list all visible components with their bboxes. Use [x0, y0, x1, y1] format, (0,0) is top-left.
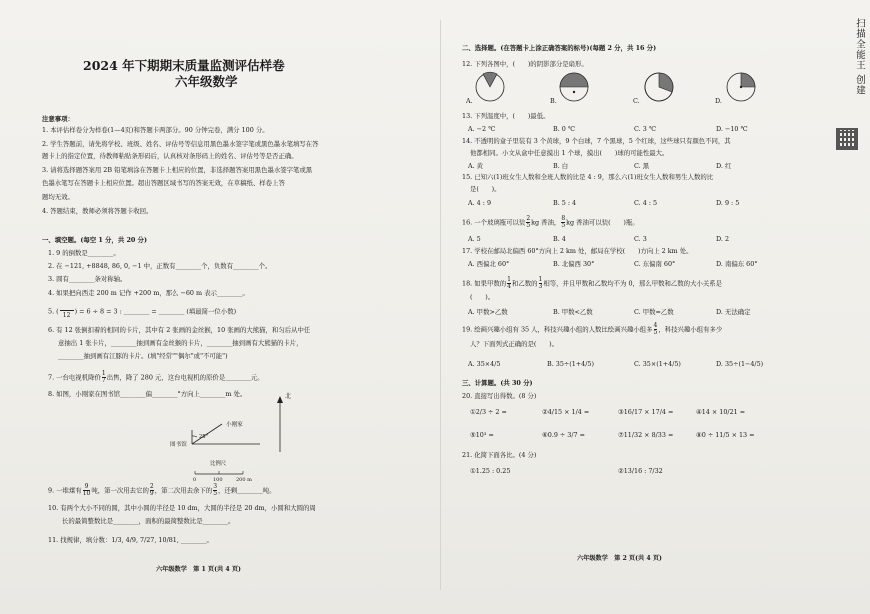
q16-text: kg 香油可以装( )瓶。 [566, 218, 639, 227]
option-label: B. 北偏西 30° [553, 260, 595, 268]
question-18-line-2: ( )。 [470, 293, 495, 301]
option-label: A. 西偏北 60° [468, 260, 510, 268]
question-11 [48, 536, 213, 544]
q18-a-num: 1 [507, 276, 511, 283]
q9-a-num: 9 [84, 483, 89, 490]
ratio-item: ①1.25 : 0.25 [470, 467, 511, 475]
q16-b-num: 8 [561, 215, 566, 222]
calc-item: ⑧0 ÷ 11/5 × 13 = [696, 431, 755, 439]
q7-denominator: 7 [101, 377, 106, 384]
q18-text: 18. 如果甲数的 [462, 279, 507, 288]
option-label: B. 0 ℃ [553, 125, 576, 133]
q19-text: 19. 绘画兴趣小组有 35 人，科技兴趣小组的人数比绘画兴趣小组多 [462, 325, 653, 334]
calc-item: ①2/3 ÷ 2 = [470, 408, 507, 416]
home-label: 小刚家 [226, 422, 243, 428]
q18-text: 和乙数的 [511, 279, 538, 288]
option-label: B. 35÷(1+4/5) [547, 360, 594, 368]
q19-text: ，科技兴趣小组有多少 [658, 325, 723, 334]
q11-sequence: 1/3, 4/9, 7/27, 10/81, ________。 [111, 536, 213, 544]
page-1-footer: 六年级数学 第 1 页(共 4 页) [156, 566, 241, 573]
question-17: 17. 学校在邮局北偏西 60°方向上 2 km 处，邮局在学校( )方向上 2 km 处。 [462, 247, 693, 255]
option-b-circle [560, 73, 588, 101]
notice-line: 题卡上的指定位置，待教师粘贴条形码后，认真核对条形码上的姓名、评估号等是否正确。 [42, 152, 298, 160]
notice-line: 题均无效。 [42, 193, 74, 201]
option-label: D. 南偏东 60° [716, 260, 758, 268]
q9-b-den: 9 [149, 490, 154, 497]
q16-fraction-b [561, 216, 565, 229]
notice-line: 4. 答题结束，教师必须将答题卡收回。 [42, 207, 153, 215]
q18-b-num: 1 [538, 276, 543, 283]
scale-title: 比例尺 [210, 461, 227, 467]
question-18-line-1 [462, 277, 722, 290]
question-16 [462, 216, 639, 229]
question-6-line-1: 6. 有 12 张倒扣着的相同的卡片，其中有 2 张画的金丝猴，10 张画的大熊猫，和匀后从中任 [48, 326, 311, 334]
q16-b-den: 5 [561, 222, 566, 229]
qr-code-icon [836, 128, 858, 150]
section-1-heading: 一、填空题。(每空 1 分，共 20 分) [42, 236, 147, 244]
north-arrow-head [277, 396, 283, 403]
question-19-line-2: 人？下面列式正确的是( )。 [470, 340, 559, 348]
question-13: 13. 下列温度中，( )最低。 [462, 112, 550, 120]
sector-options-figure [440, 0, 830, 60]
q16-text: 16. 一个玻璃瓶可以装 [462, 218, 526, 227]
option-label: A. 甲数>乙数 [468, 308, 508, 316]
question-7 [48, 371, 264, 384]
option-label: D. 红 [716, 162, 732, 170]
q19-fraction [654, 323, 658, 336]
q9-text: ，第二次用去余下的 [154, 486, 213, 495]
option-c-circle [645, 73, 673, 101]
q9-fraction-c [213, 484, 217, 497]
question-14-line-1: 14. 不透明的盒子里装有 3 个黄球，9 个白球，7 个黑球，5 个红球，这些球只有颜色不同，其 [462, 137, 731, 145]
q11-text: 11. 找规律，填分数： [48, 536, 112, 544]
option-label: C. 黑 [634, 162, 650, 170]
option-label: B. 甲数<乙数 [553, 308, 593, 316]
exam-title: 2024 年下期期末质量监测评估样卷 [83, 58, 285, 73]
option-label: B. 4 [553, 235, 566, 243]
notice-line: 色墨水笔写在答题卡上相应位置。超出答题区域书写的答案无效，在草稿纸、样卷上答 [42, 179, 285, 187]
q9-fraction-b [150, 484, 154, 497]
option-label: D. −10 ℃ [716, 125, 748, 133]
q9-text: 9. 一堆煤有 [48, 486, 82, 495]
option-label: D. [715, 97, 722, 105]
question-10-line-1: 10. 有两个大小不同的圆，其中小圆的半径是 10 dm，大圆的半径是 20 dm，小圆和大圆的周 [48, 504, 316, 512]
question-20: 20. 直接写出得数。(8 分) [462, 392, 537, 400]
option-a-circle [476, 72, 504, 101]
q7-numerator: 1 [101, 370, 106, 377]
option-label: D. 2 [716, 235, 730, 243]
q9-c-den: 5 [213, 490, 218, 497]
question-21: 21. 化简下面各比。(4 分) [462, 451, 537, 459]
q18-text: 相等，并且甲数和乙数均不为 0，那么甲数和乙数的大小关系是 [543, 279, 723, 288]
q16-fraction-a [526, 216, 530, 229]
option-label: D. 无法确定 [716, 308, 751, 316]
option-label: B. [550, 97, 557, 105]
section-3-heading: 三、计算题。(共 30 分) [462, 379, 533, 387]
q18-b-den: 3 [538, 283, 543, 290]
option-label: A. 黄 [468, 162, 484, 170]
q9-c-num: 3 [213, 483, 218, 490]
option-label: C. 4 : 5 [634, 199, 658, 207]
exam-subject: 六年级数学 [175, 74, 238, 89]
library-label: 图书馆 [170, 442, 187, 448]
option-label: D. 9 : 5 [716, 199, 740, 207]
q9-text: ，还剩________吨。 [218, 486, 276, 495]
question-9 [48, 484, 276, 497]
calc-item: ⑦11/32 × 8/33 = [618, 431, 674, 439]
question-5 [48, 304, 236, 319]
question-15-line-1: 15. 已知六(1)班女生人数和全班人数的比是 4 : 9，那么六(1)班女生人数和男生人数的比 [462, 173, 714, 181]
option-label: A. −2 ℃ [468, 125, 496, 133]
option-label: A. 5 [468, 235, 481, 243]
option-label: C. 3 ℃ [634, 125, 656, 133]
exam-page-2 [440, 0, 830, 614]
option-label: D. 35÷(1−4/5) [716, 360, 764, 368]
calc-item: ③16/17 × 17/4 = [618, 408, 674, 416]
q19-num: 4 [653, 322, 658, 329]
q16-a-den: 5 [526, 222, 531, 229]
option-label: B. 5 : 4 [553, 199, 577, 207]
q18-a-den: 4 [507, 283, 511, 290]
calc-item: ④14 × 10/21 = [696, 408, 746, 416]
question-4: 4. 如果把向西走 200 m 记作 +200 m，那么 −60 m 表示________。 [48, 289, 249, 297]
option-label: C. 35×(1+4/5) [634, 360, 681, 368]
q7-prefix: 7. 一台电视机降价 [48, 373, 101, 382]
option-label: C. 东偏南 60° [634, 260, 676, 268]
question-8: 8. 如图，小刚家在图书馆________偏________°方向上________m 处。 [48, 390, 247, 398]
angle-arc [192, 436, 197, 437]
q5-suffix: ) = 6 ÷ 8 = 3 : ________ = ________ (填最简一位小数) [74, 307, 237, 316]
question-19-line-1 [462, 323, 722, 336]
north-label: 北 [285, 393, 292, 400]
question-15-line-2: 是( )。 [470, 185, 501, 193]
q18-fraction-a [507, 277, 511, 290]
question-3: 3. 圆有________条对称轴。 [48, 275, 127, 283]
option-label: A. 4 : 9 [468, 199, 492, 207]
q9-fraction-a [83, 484, 91, 497]
calc-item: ②4/15 × 1/4 = [542, 408, 590, 416]
notice-line: 3. 请将选择题答案用 2B 铅笔填涂在答题卡上相应的位置，非选择题答案用黑色墨水签字笔或黑 [42, 166, 313, 174]
q7-fraction [102, 371, 106, 384]
scale-tick-label: 0 [193, 477, 197, 483]
notice-heading: 注意事项： [42, 115, 74, 123]
option-label: C. 3 [634, 235, 647, 243]
section-2-heading: 二、选择题。(在答题卡上涂正确答案的标号)(每题 2 分，共 16 分) [462, 44, 657, 52]
q9-text: 吨，第一次用去它的 [91, 486, 149, 495]
direction-diagram [0, 0, 440, 100]
q19-den: 5 [653, 329, 658, 336]
option-label: C. 甲数=乙数 [634, 308, 674, 316]
notice-line: 1. 本评估样卷分为样卷(1—4页)和答题卡两部分。90 分钟完卷，满分 100 分。 [42, 126, 269, 134]
calc-item: ⑥0.9 ÷ 3/7 = [542, 431, 585, 439]
scale-tick-label: 200 m [236, 477, 252, 483]
q5-prefix: 5. ( [48, 307, 59, 316]
angle-label: 25° [199, 434, 209, 440]
q9-b-num: 2 [149, 483, 154, 490]
q5-denominator: 12 [62, 312, 71, 319]
q16-text: kg 香油， [531, 218, 561, 227]
option-label: B. 白 [553, 162, 569, 170]
page-2-footer: 六年级数学 第 2 页(共 4 页) [577, 555, 662, 562]
question-6-line-3: ________抽到画有江豚的卡片。(填"经常""偶尔"或"不可能") [58, 352, 228, 360]
q5-fraction [60, 304, 74, 319]
scale-tick-label: 100 [213, 477, 223, 483]
option-label: A. [466, 97, 473, 105]
option-label: A. 35×4/5 [468, 360, 501, 368]
q16-a-num: 2 [526, 215, 531, 222]
question-6-line-2: 意抽出 1 张卡片，________抽到画有金丝猴的卡片，________抽到画有大熊猫的卡片， [58, 339, 303, 347]
calc-item: ⑤10³ = [470, 431, 494, 439]
option-label: C. [633, 97, 640, 105]
notice-line: 2. 学生答题前，请先将学校、班级、姓名、评估号等信息用黑色墨水签字笔或黑色墨水笔填写在答 [42, 140, 319, 148]
question-2: 2. 在 −121, +8848, 86, 0, −1 中，正数有________个，负数有________个。 [48, 262, 272, 270]
watermark-label: 扫描全能王 创建 [854, 18, 865, 96]
question-14-line-2: 他都相同。小文从盒中任意摸出 1 个球，摸出( )球的可能性最大。 [470, 149, 669, 157]
scanner-watermark [838, 18, 864, 168]
question-10-line-2: 长的最简整数比是________，面积的最简整数比是________。 [62, 517, 235, 525]
q9-a-den: 10 [82, 490, 91, 497]
q18-fraction-b [539, 277, 543, 290]
option-d-circle [727, 73, 755, 101]
question-12: 12. 下列各图中，( )的阴影部分是扇形。 [462, 60, 588, 68]
q7-suffix: 出售，降了 280 元，这台电视机的原价是________元。 [106, 373, 264, 382]
question-1: 1. 9 的倒数是________。 [48, 249, 120, 257]
q5-numerator [60, 304, 74, 311]
ratio-item: ②13/16 : 7/32 [618, 467, 663, 475]
